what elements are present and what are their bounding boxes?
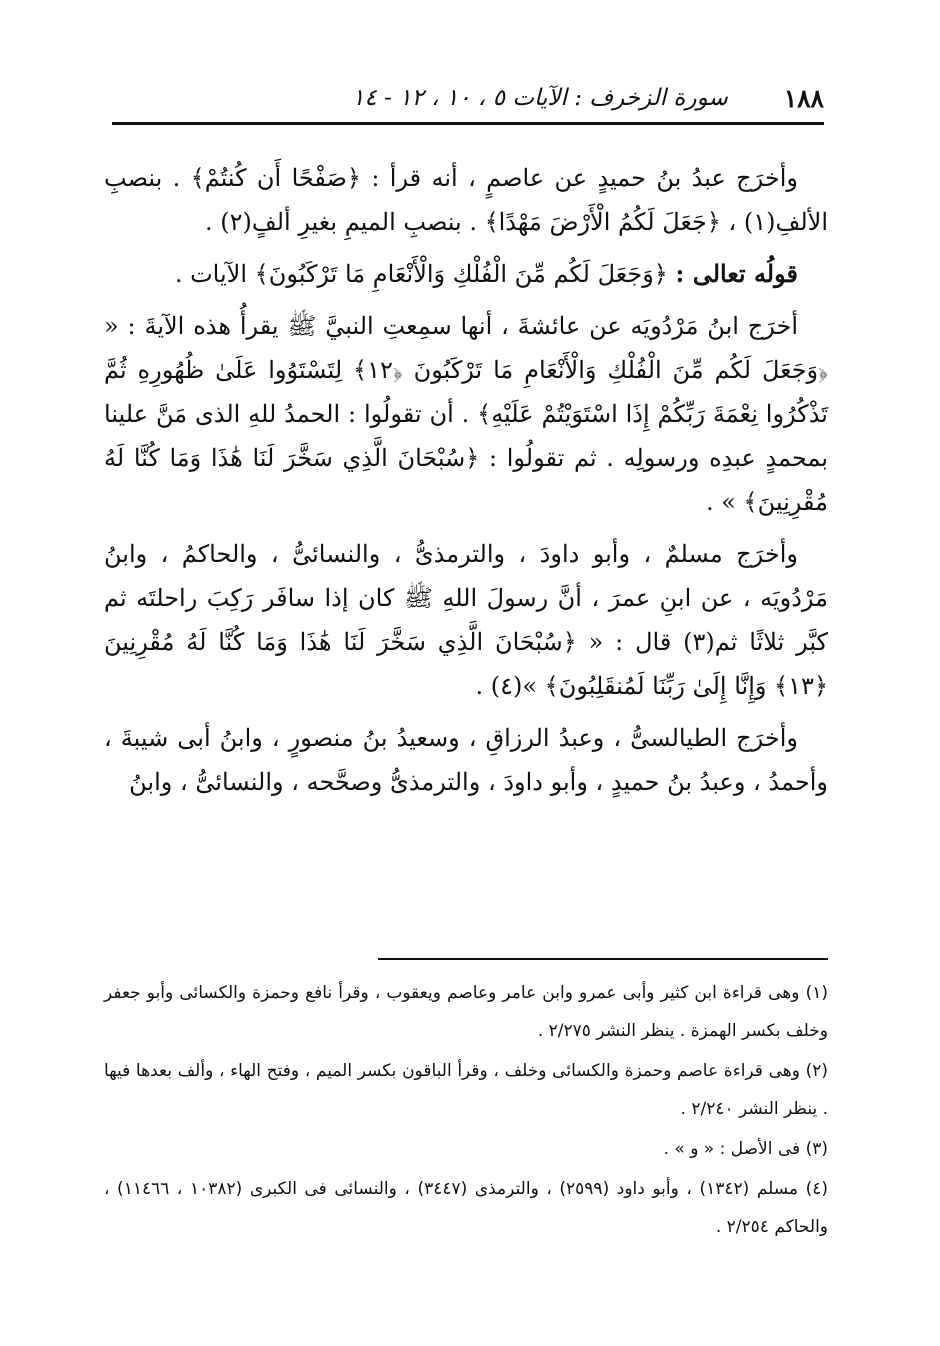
paragraph-text: ﴿وَجَعَلَ لَكُم مِّنَ الْفُلْكِ وَالْأَنْعَامِ مَا تَرْكَبُونَ﴾ الآيات . — [174, 260, 676, 288]
page-number: ١٨٨ — [783, 83, 824, 113]
footnotes — [104, 974, 828, 1248]
paragraph-text: وأخرَج مسلمٌ ، وأبو داودَ ، والترمذىُّ ، والنسائىُّ ، والحاكمُ ، وابنُ مَرْدُويَه ، عن ابنِ عمرَ ، أنَّ رسولَ اللهِ ﷺ كان إذا سافَر رَكِبَ راحلتَه ثم كبَّر ثلاثًا ثم(٣) قال : « ﴿سُبْحَانَ الَّذِي سَخَّرَ لَنَا هَٰذَا وَمَا كُنَّا لَهُ مُقْرِنِينَ ﴿١٣﴾ وَإِنَّا إِلَىٰ رَبِّنَا لَمُنقَلِبُونَ﴾ »(٤) . — [104, 540, 828, 700]
footnote: (٣) فى الأصل : « و » . — [663, 1139, 828, 1159]
page-header — [112, 78, 824, 118]
running-title: سورة الزخرف : الآيات ٥ ، ١٠ ، ١٢ - ١٤ — [352, 85, 728, 111]
paragraph — [104, 304, 828, 524]
paragraph — [104, 532, 828, 708]
footnote: (٢) وهى قراءة عاصم وحمزة والكسائى وخلف ، وقرأ الباقون بكسر الميم ، وفتح الهاء ، وألف بعدها فيها . ينظر النشر ٢/٢٤٠ . — [104, 1061, 828, 1119]
footnote: (٤) مسلم (١٣٤٢) ، وأبو داود (٢٥٩٩) ، والترمذى (٣٤٤٧) ، والنسائى فى الكبرى (١٠٣٨٢ ، ١١٤٦٦) ، والحاكم ٢/٢٥٤ . — [104, 1179, 829, 1237]
paragraph-text: أخرَج ابنُ مَرْدُويَه عن عائشةَ ، أنها سمِعتِ النبيَّ ﷺ يقرأُ هذه الآيةَ : « ﴿وَجَعَلَ لَكُم مِّنَ الْفُلْكِ وَالْأَنْعَامِ مَا تَرْكَبُونَ ﴿١٢﴾ لِتَسْتَوُوا عَلَىٰ ظُهُورِهِ ثُمَّ تَذْكُرُوا نِعْمَةَ رَبِّكُمْ إِذَا اسْتَوَيْتُمْ عَلَيْهِ﴾ . أن تقولُوا : الحمدُ للهِ الذى مَنَّ علينا بمحمدٍ عبدِه ورسولِه . ثم تقولُوا : ﴿سُبْحَانَ الَّذِي سَخَّرَ لَنَا هَٰذَا وَمَا كُنَّا لَهُ مُقْرِنِينَ﴾ » . — [104, 312, 828, 516]
footnote: (١) وهى قراءة ابن كثير وأبى عمرو وابن عامر وعاصم ويعقوب ، وقرأ نافع وحمزة والكسائى وأبو جعفر وخلف بكسر الهمزة . ينظر النشر ٢/٢٧٥ . — [104, 983, 828, 1041]
paragraph-text: وأخرَج الطيالسىُّ ، وعبدُ الرزاقِ ، وسعيدُ بنُ منصورٍ ، وابنُ أبى شيبةَ ، وأحمدُ ، وعبدُ بنُ حميدٍ ، وأبو داودَ ، والترمذىُّ وصحَّحه ، والنسائىُّ ، وابنُ — [104, 724, 828, 796]
footnote-rule — [378, 958, 828, 960]
paragraph — [104, 716, 828, 804]
paragraph — [104, 252, 828, 296]
paragraph-text: وأخرَج عبدُ بنُ حميدٍ عن عاصمٍ ، أنه قرأ : ﴿صَفْحًا أَن كُنتُمْ﴾ . بنصبِ الألفِ(١) ، ﴿جَعَلَ لَكُمُ الْأَرْضَ مَهْدًا﴾ . بنصبِ الميمِ بغيرِ ألفٍ(٢) . — [104, 164, 828, 236]
header-rule — [112, 122, 824, 125]
paragraph — [104, 156, 828, 244]
main-text — [104, 156, 828, 812]
paragraph-lead: قولُه تعالى : — [675, 259, 798, 288]
